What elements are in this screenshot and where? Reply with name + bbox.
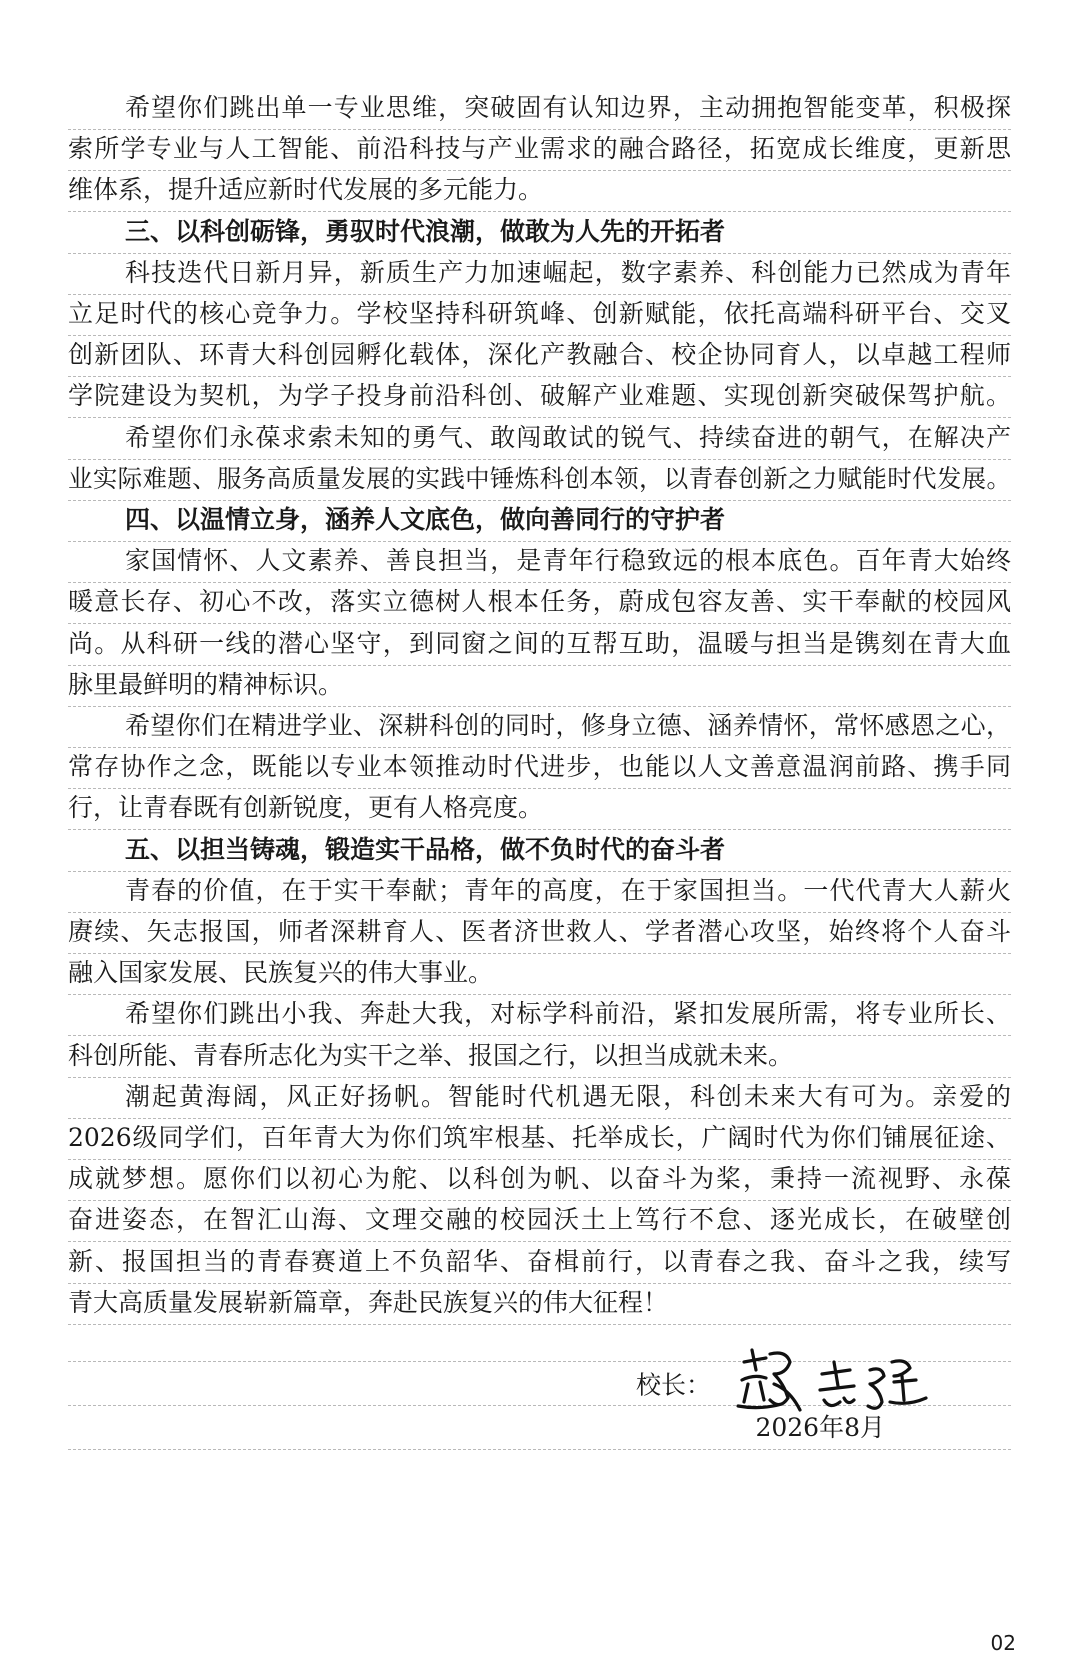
body-text-line: 成就梦想。愿你们以初心为舵、以科创为帆、以奋斗为桨，秉持一流视野、永葆 [68, 1157, 1011, 1201]
body-text-line: 潮起黄海阔，风正好扬帆。智能时代机遇无限，科创未来大有可为。亲爱的 [68, 1075, 1011, 1119]
body-text-line: 科技迭代日新月异，新质生产力加速崛起，数字素养、科创能力已然成为青年 [68, 251, 1011, 295]
body-text-line: 常存协作之念，既能以专业本领推动时代进步，也能以人文善意温润前路、携手同 [68, 745, 1011, 789]
section-heading: 五、以担当铸魂，锻造实干品格，做不负时代的奋斗者 [68, 828, 1011, 872]
body-text-line: 索所学专业与人工智能、前沿科技与产业需求的融合路径，拓宽成长维度，更新思 [68, 127, 1011, 171]
body-text-line: 科创所能、青春所志化为实干之举、报国之行，以担当成就未来。 [68, 1034, 1011, 1078]
body-text-line: 青大高质量发展崭新篇章，奔赴民族复兴的伟大征程！ [68, 1281, 1011, 1325]
body-text-line: 立足时代的核心竞争力。学校坚持科研筑峰、创新赋能，依托高端科研平台、交叉 [68, 292, 1011, 336]
body-text-line: 家国情怀、人文素养、善良担当，是青年行稳致远的根本底色。百年青大始终 [68, 539, 1011, 583]
body-text-line: 脉里最鲜明的精神标识。 [68, 663, 1011, 707]
date-line [68, 1406, 1011, 1450]
body-text-line: 行，让青春既有创新锐度，更有人格亮度。 [68, 786, 1011, 830]
body-text-line: 创新团队、环青大科创园孵化载体，深化产教融合、校企协同育人，以卓越工程师 [68, 333, 1011, 377]
body-text-line: 希望你们在精进学业、深耕科创的同时，修身立德、涵养情怀，常怀感恩之心， [68, 704, 1011, 748]
body-text-line: 希望你们永葆求索未知的勇气、敢闯敢试的锐气、持续奋进的朝气，在解决产 [68, 416, 1011, 460]
body-text-line: 希望你们跳出小我、奔赴大我，对标学科前沿，紧扣发展所需，将专业所长、 [68, 992, 1011, 1036]
section-heading: 三、以科创砺锋，勇驭时代浪潮，做敢为人先的开拓者 [68, 210, 1011, 254]
body-text-line: 业实际难题、服务高质量发展的实践中锤炼科创本领，以青春创新之力赋能时代发展。 [68, 457, 1011, 501]
body-text-line: 融入国家发展、民族复兴的伟大事业。 [68, 951, 1011, 995]
body-text-line: 希望你们跳出单一专业思维，突破固有认知边界，主动拥抱智能变革，积极探 [68, 86, 1011, 130]
body-text-line: 2026级同学们，百年青大为你们筑牢根基、托举成长，广阔时代为你们铺展征途、 [68, 1116, 1011, 1160]
body-text-line: 尚。从科研一线的潜心坚守，到同窗之间的互帮互助，温暖与担当是镌刻在青大血 [68, 622, 1011, 666]
body-text-line: 学院建设为契机，为学子投身前沿科创、破解产业难题、实现创新突破保驾护航。 [68, 374, 1011, 418]
body-text-line: 维体系，提升适应新时代发展的多元能力。 [68, 168, 1011, 212]
body-text-line: 奋进姿态，在智汇山海、文理交融的校园沃土上笃行不怠、逐光成长，在破壁创 [68, 1198, 1011, 1242]
body-text-line: 暖意长存、初心不改，落实立德树人根本任务，蔚成包容友善、实干奉献的校园风 [68, 580, 1011, 624]
section-heading: 四、以温情立身，涵养人文底色，做向善同行的守护者 [68, 498, 1011, 542]
signature-label: 校长： [635, 1370, 711, 1400]
letter-date: 2026年8月 [755, 1413, 885, 1442]
body-text-line: 新、报国担当的青春赛道上不负韶华、奋楫前行，以青春之我、奋斗之我，续写 [68, 1240, 1011, 1284]
body-text-line: 青春的价值，在于实干奉献；青年的高度，在于家国担当。一代代青大人薪火 [68, 869, 1011, 913]
page-number: 02 [990, 1631, 1016, 1655]
body-text-line: 赓续、矢志报国，师者深耕育人、医者济世救人、学者潜心攻坚，始终将个人奋斗 [68, 910, 1011, 954]
